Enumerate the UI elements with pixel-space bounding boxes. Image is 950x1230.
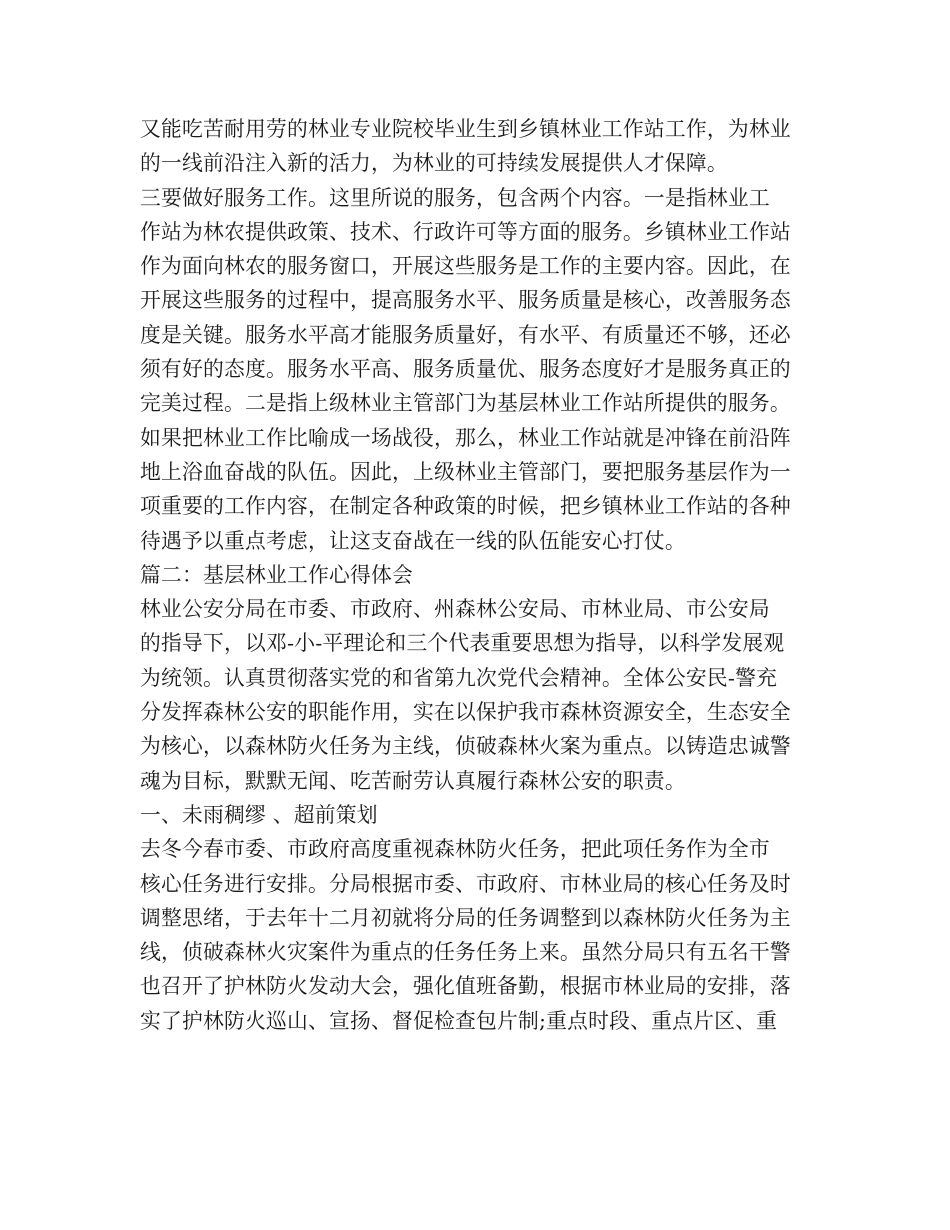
text-line: 分发挥森林公安的职能作用，实在以保护我市森林资源安全，生态安全 (140, 700, 791, 725)
text-line: 项重要的工作内容，在制定各种政策的时候，把乡镇林业工作站的各种 (140, 494, 791, 519)
text-line: 开展这些服务的过程中，提高服务水平、服务质量是核心，改善服务态 (140, 288, 791, 313)
text-line: 的指导下，以邓-小-平理论和三个代表重要思想为指导，以科学发展观 (140, 631, 785, 656)
text-line: 三要做好服务工作。这里所说的服务，包含两个内容。一是指林业工 (140, 185, 770, 210)
text-line: 也召开了护林防火发动大会，强化值班备勤，根据市林业局的安排，落 (140, 974, 791, 999)
text-line: 魂为目标，默默无闻、吃苦耐劳认真履行森林公安的职责。 (140, 768, 686, 793)
text-line: 林业公安分局在市委、市政府、州森林公安局、市林业局、市公安局 (140, 597, 770, 622)
text-line: 完美过程。二是指上级林业主管部门为基层林业工作站所提供的服务。 (140, 391, 791, 416)
text-line: 地上浴血奋战的队伍。因此，上级林业主管部门，要把服务基层作为一 (140, 459, 791, 484)
text-line: 为统领。认真贯彻落实党的和省第九次党代会精神。全体公安民-警充 (140, 665, 778, 690)
text-line: 作为面向林农的服务窗口，开展这些服务是工作的主要内容。因此，在 (140, 254, 791, 279)
text-line: 实了护林防火巡山、宣扬、督促检查包片制;重点时段、重点片区、重 (140, 1008, 778, 1033)
text-line: 核心任务进行安排。分局根据市委、市政府、市林业局的核心任务及时 (140, 871, 791, 896)
text-line: 如果把林业工作比喻成一场战役，那么，林业工作站就是冲锋在前沿阵 (140, 425, 791, 450)
text-line: 作站为林农提供政策、技术、行政许可等方面的服务。乡镇林业工作站 (140, 219, 791, 244)
text-line: 为核心，以森林防火任务为主线，侦破森林火案为重点。以铸造忠诚警 (140, 734, 791, 759)
text-line: 线，侦破森林火灾案件为重点的任务任务上来。虽然分局只有五名干警 (140, 940, 791, 965)
text-line: 待遇予以重点考虑，让这支奋战在一线的队伍能安心打仗。 (140, 528, 686, 553)
subsection-heading: 一、未雨稠缪 、超前策划 (140, 802, 378, 827)
text-line: 去冬今春市委、市政府高度重视森林防火任务，把此项任务作为全市 (140, 837, 770, 862)
text-line: 须有好的态度。服务水平高、服务质量优、服务态度好才是服务真正的 (140, 357, 791, 382)
text-line: 度是关键。服务水平高才能服务质量好，有水平、有质量还不够，还必 (140, 322, 791, 347)
text-line: 调整思绪，于去年十二月初就将分局的任务调整到以森林防火任务为主 (140, 905, 791, 930)
document-body (140, 112, 815, 1038)
section-heading: 篇二：基层林业工作心得体会 (140, 562, 413, 587)
text-line: 的一线前沿注入新的活力，为林业的可持续发展提供人才保障。 (140, 151, 728, 176)
text-line: 又能吃苦耐用劳的林业专业院校毕业生到乡镇林业工作站工作，为林业 (140, 117, 791, 141)
